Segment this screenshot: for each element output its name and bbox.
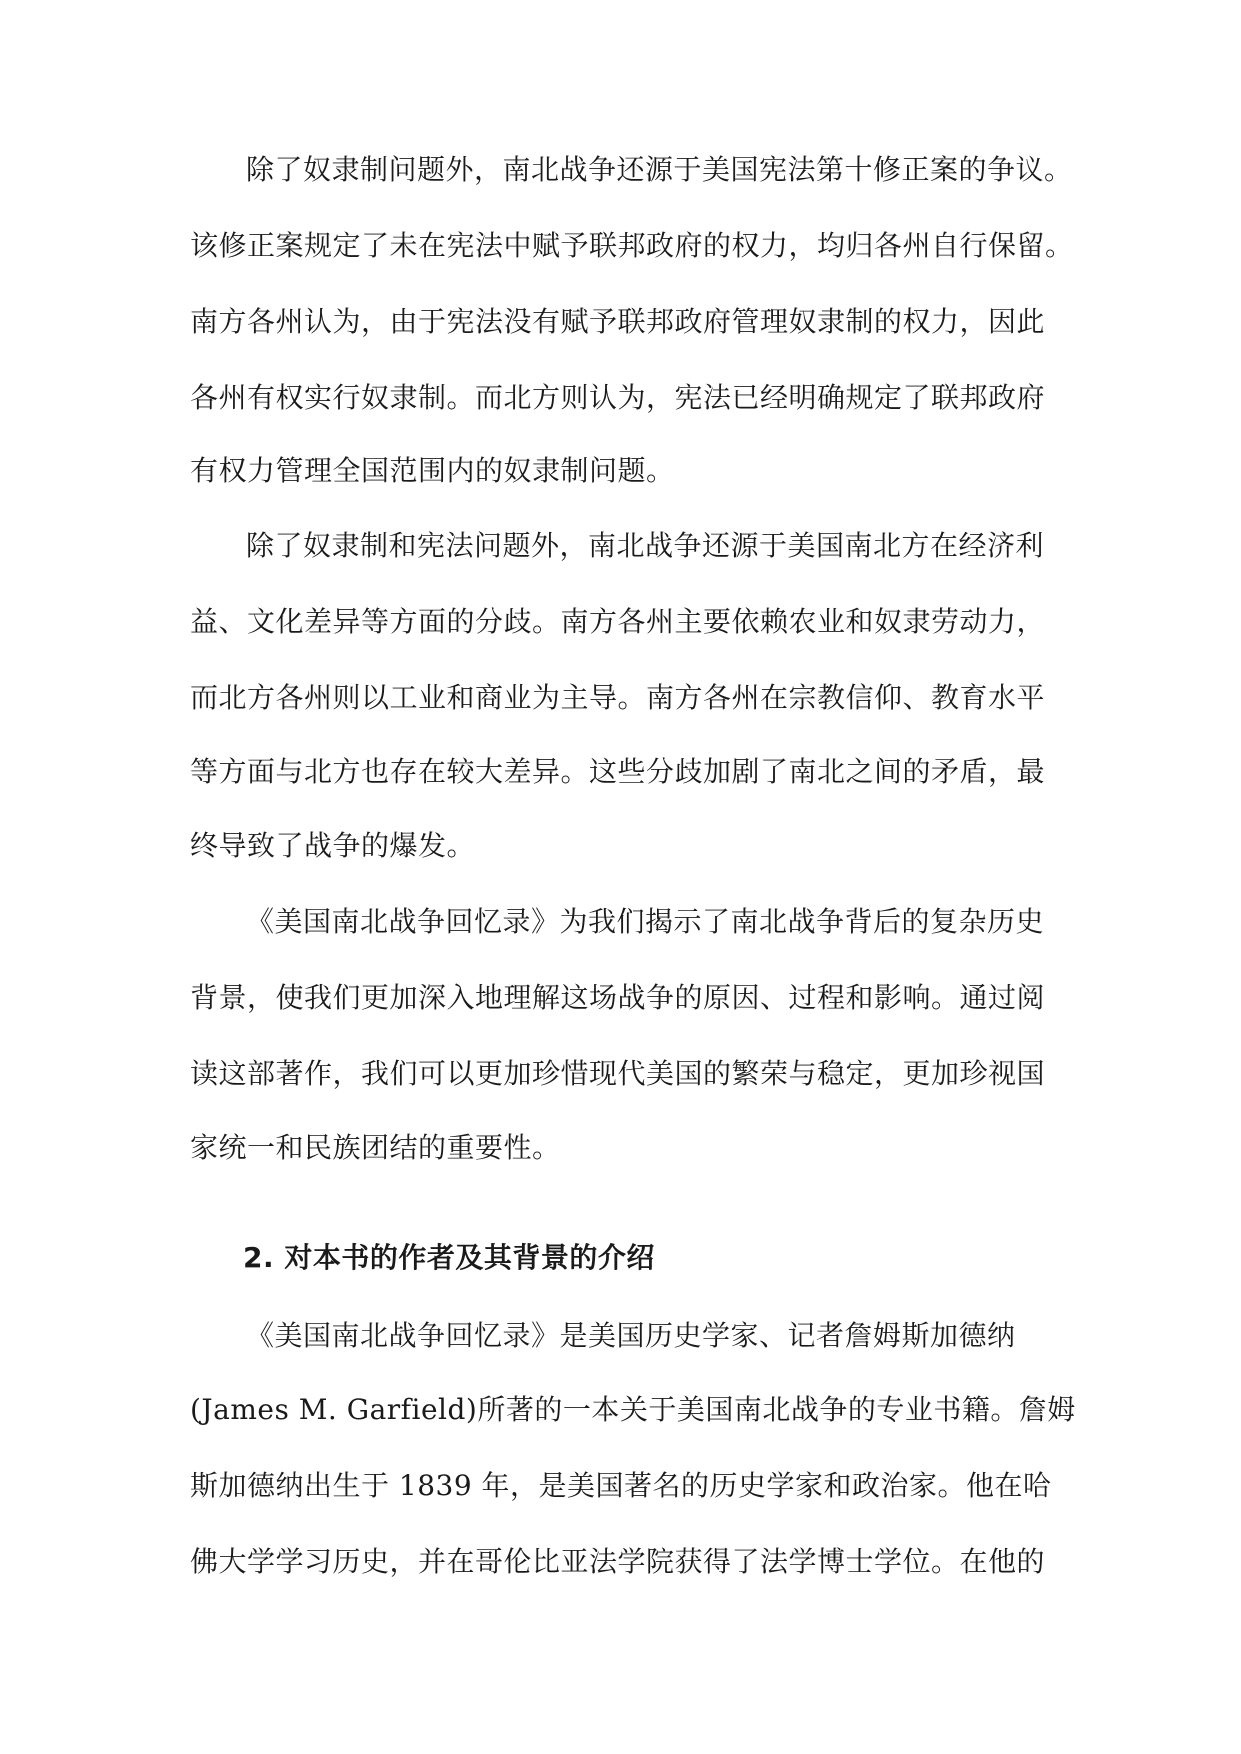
- paragraph-3-line-2: 背景，使我们更加深入地理解这场战争的原因、过程和影响。通过阅: [190, 981, 1046, 1014]
- paragraph-2-line-1: 除了奴隶制和宪法问题外，南北战争还源于美国南北方在经济利: [246, 529, 1045, 562]
- section-heading: 2. 对本书的作者及其背景的介绍: [243, 1241, 655, 1274]
- section-paragraph-line-4: 佛大学学习历史，并在哥伦比亚法学院获得了法学博士学位。在他的: [190, 1545, 1046, 1578]
- paragraph-2-line-5: 终导致了战争的爆发。: [190, 829, 476, 862]
- paragraph-2-line-4: 等方面与北方也存在较大差异。这些分歧加剧了南北之间的矛盾，最: [190, 755, 1046, 788]
- paragraph-3-line-3: 读这部著作，我们可以更加珍惜现代美国的繁荣与稳定，更加珍视国: [190, 1057, 1046, 1090]
- paragraph-3-line-4: 家统一和民族团结的重要性。: [190, 1131, 561, 1164]
- section-paragraph-line-1: 《美国南北战争回忆录》是美国历史学家、记者詹姆斯加德纳: [246, 1319, 1016, 1352]
- paragraph-2-line-3: 而北方各州则以工业和商业为主导。南方各州在宗教信仰、教育水平: [190, 681, 1046, 714]
- paragraph-3-line-1: 《美国南北战争回忆录》为我们揭示了南北战争背后的复杂历史: [246, 905, 1045, 938]
- paragraph-1-line-4: 各州有权实行奴隶制。而北方则认为，宪法已经明确规定了联邦政府: [190, 381, 1046, 414]
- paragraph-1-line-3: 南方各州认为，由于宪法没有赋予联邦政府管理奴隶制的权力，因此: [190, 305, 1046, 338]
- section-paragraph-line-2: (James M. Garfield)所著的一本关于美国南北战争的专业书籍。詹姆: [190, 1393, 1076, 1426]
- paragraph-2-line-2: 益、文化差异等方面的分歧。南方各州主要依赖农业和奴隶劳动力，: [190, 605, 1046, 638]
- paragraph-1-line-2: 该修正案规定了未在宪法中赋予联邦政府的权力，均归各州自行保留。: [190, 229, 1074, 262]
- paragraph-1-line-1: 除了奴隶制问题外，南北战争还源于美国宪法第十修正案的争议。: [246, 153, 1073, 186]
- paragraph-1-line-5: 有权力管理全国范围内的奴隶制问题。: [190, 454, 675, 487]
- section-paragraph-line-3: 斯加德纳出生于 1839 年，是美国著名的历史学家和政治家。他在哈: [190, 1469, 1052, 1502]
